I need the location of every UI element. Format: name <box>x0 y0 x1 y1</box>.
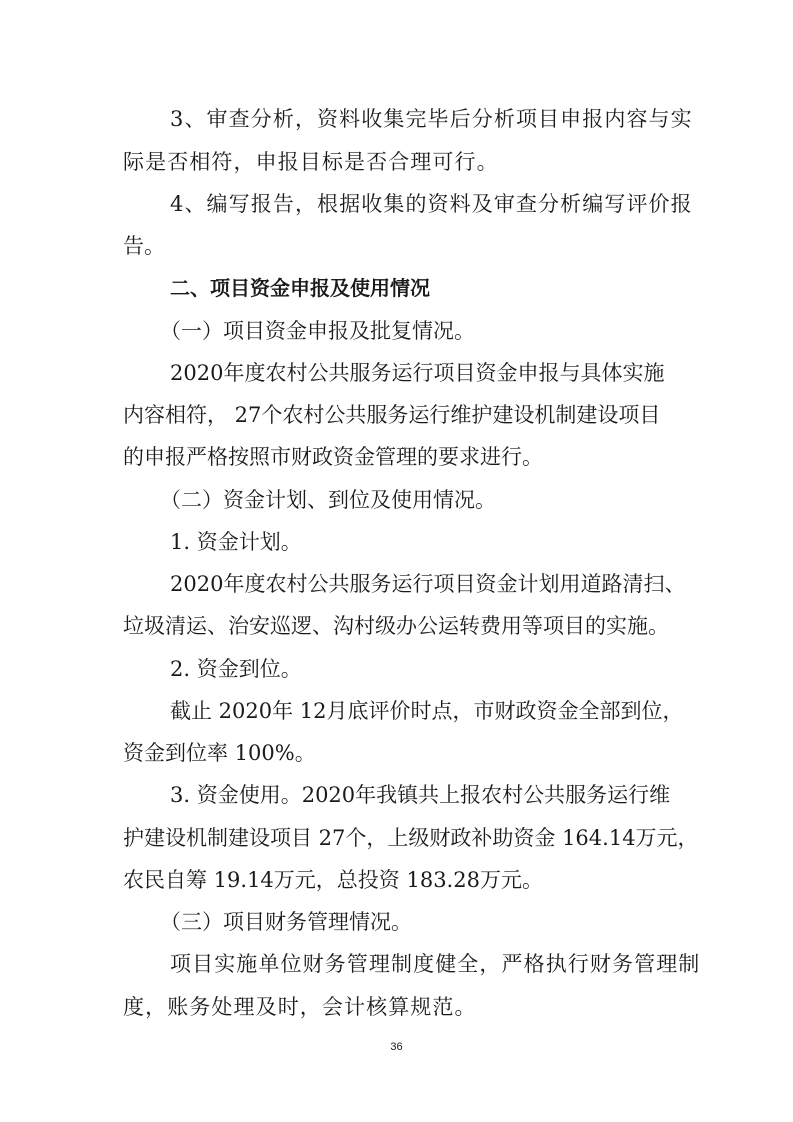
page-number: 36 <box>390 1041 403 1053</box>
paragraph-line: 截止 2020年 12月底评价时点，市财政资金全部到位， <box>170 699 684 723</box>
paragraph-line: 农民自筹 19.14万元，总投资 183.28万元。 <box>123 868 543 892</box>
paragraph-line: 垃圾清运、治安巡逻、沟村级办公运转费用等项目的实施。 <box>123 614 669 638</box>
paragraph-line: 2020年度农村公共服务运行项目资金申报与具体实施 <box>170 361 665 385</box>
paragraph-line: 资金到位率 100%。 <box>123 741 316 765</box>
paragraph-line: 项目实施单位财务管理制度健全，严格执行财务管理制 <box>170 952 701 976</box>
paragraph-line: 度，账务处理及时，会计核算规范。 <box>123 995 477 1019</box>
paragraph-line: 内容相符， 27个农村公共服务运行维护建设机制建设项目 <box>123 403 661 427</box>
subsection-heading: （一）项目资金申报及批复情况。 <box>160 319 475 343</box>
subsection-heading: （三）项目财务管理情况。 <box>160 910 412 934</box>
section-heading: 二、项目资金申报及使用情况 <box>170 276 430 300</box>
paragraph-line: 护建设机制建设项目 27个，上级财政补助资金 164.14万元， <box>123 826 699 850</box>
paragraph-line: 告。 <box>123 234 165 258</box>
paragraph-line: 3、审查分析，资料收集完毕后分析项目申报内容与实 <box>170 107 693 131</box>
paragraph-line: 4、编写报告，根据收集的资料及审查分析编写评价报 <box>170 192 693 216</box>
subsection-heading: （二）资金计划、到位及使用情况。 <box>160 488 496 512</box>
list-item-heading: 1. 资金计划。 <box>170 530 302 554</box>
paragraph-line: 的申报严格按照市财政资金管理的要求进行。 <box>123 445 543 469</box>
paragraph-line: 2020年度农村公共服务运行项目资金计划用道路清扫、 <box>170 572 686 596</box>
paragraph-line: 际是否相符，申报目标是否合理可行。 <box>123 150 499 174</box>
paragraph-line: 3. 资金使用。2020年我镇共上报农村公共服务运行维 <box>170 783 671 807</box>
list-item-heading: 2. 资金到位。 <box>170 657 302 681</box>
